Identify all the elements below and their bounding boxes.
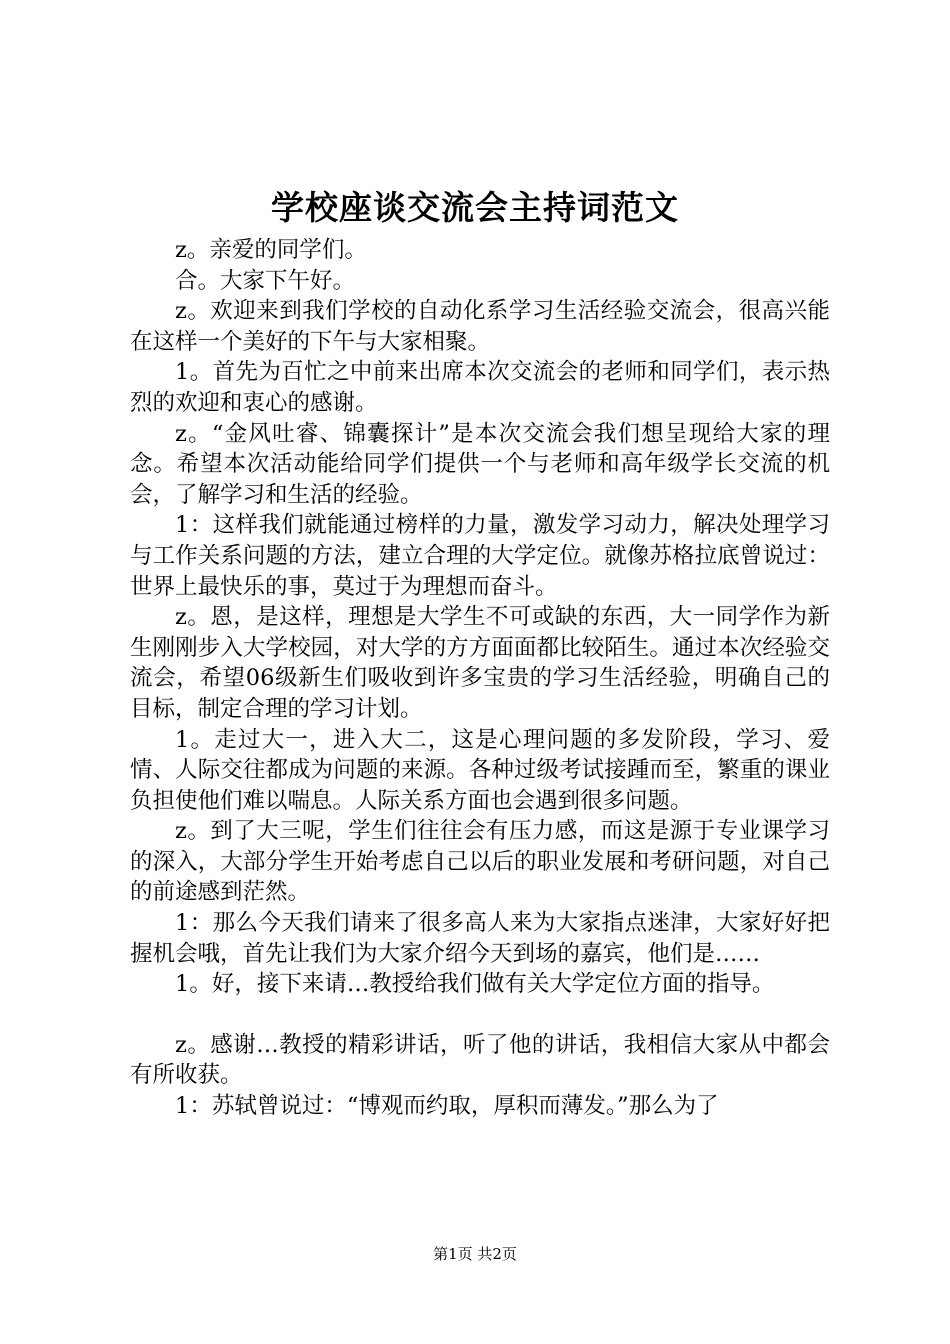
paragraph: 1。走过大一，进入大二，这是心理问题的多发阶段，学习、爱情、人际交往都成为问题的来源。各种过级考试接踵而至，繁重的课业负担使他们难以喘息。人际关系方面也会遇到很多问题。 xyxy=(130,726,830,814)
paragraph: 合。大家下午好。 xyxy=(175,267,356,294)
paragraph: z。感谢…教授的精彩讲话，听了他的讲话，我相信大家从中都会有所收获。 xyxy=(130,1031,830,1089)
paragraph: 1：苏轼曾说过：“博观而约取，厚积而薄发。”那么为了 xyxy=(175,1093,719,1120)
paragraph: z。欢迎来到我们学校的自动化系学习生活经验交流会，很高兴能在这样一个美好的下午与大家相聚。 xyxy=(130,298,830,355)
page-number-footer: 第1页 共2页 xyxy=(433,1245,517,1263)
paragraph: 1。首先为百忙之中前来出席本次交流会的老师和同学们，表示热烈的欢迎和衷心的感谢。 xyxy=(130,359,830,416)
paragraph: 1。好，接下来请…教授给我们做有关大学定位方面的指导。 xyxy=(175,971,775,998)
paragraph: z。亲爱的同学们。 xyxy=(175,237,367,263)
paragraph: z。“金风吐睿、锦囊探计”是本次交流会我们想呈现给大家的理念。希望本次活动能给同学们提供一个与老师和高年级学长交流的机会，了解学习和生活的经验。 xyxy=(130,420,830,508)
document-title: 学校座谈交流会主持词范文 xyxy=(271,188,679,227)
paragraph: 1：这样我们就能通过榜样的力量，激发学习动力，解决处理学习与工作关系问题的方法，建立合理的大学定位。就像苏格拉底曾说过：世界上最快乐的事，莫过于为理想而奋斗。 xyxy=(130,512,830,600)
paragraph: 1：那么今天我们请来了很多高人来为大家指点迷津，大家好好把握机会哦，首先让我们为大家介绍今天到场的嘉宾，他们是…… xyxy=(130,910,830,967)
document-body xyxy=(130,235,830,1122)
paragraph: z。恩，是这样，理想是大学生不可或缺的东西，大一同学作为新生刚刚步入大学校园，对大学的方方面面都比较陌生。通过本次经验交流会，希望06级新生们吸收到许多宝贵的学习生活经验，明确自己的目标，制定合理的学习计划。 xyxy=(130,604,830,722)
paragraph: z。到了大三呢，学生们往往会有压力感，而这是源于专业课学习的深入，大部分学生开始考虑自己以后的职业发展和考研问题，对自己的前途感到茫然。 xyxy=(130,818,830,906)
